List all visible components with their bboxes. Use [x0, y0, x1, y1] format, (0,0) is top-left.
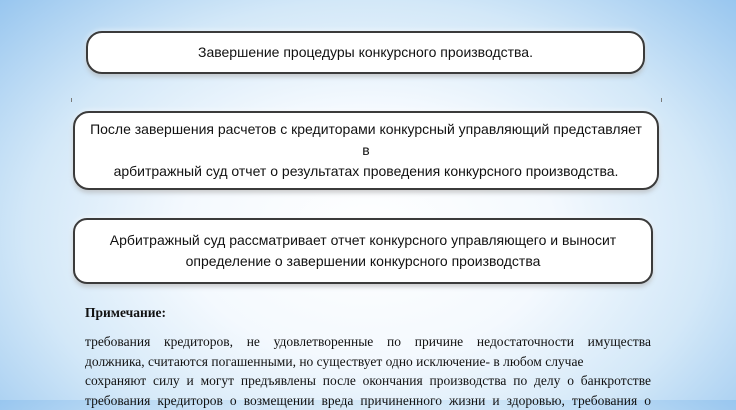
note-title: Примечание: — [85, 304, 651, 321]
connector-tick-right — [661, 98, 662, 102]
step-box-ruling-line-1: Арбитражный суд рассматривает отчет конкурсного управляющего и выносит — [110, 230, 616, 251]
step-box-report-line-1: После завершения расчетов с кредиторами конкурсный управляющий представляет в — [87, 119, 645, 161]
step-box-report — [73, 111, 659, 190]
step-box-completion — [86, 31, 645, 74]
step-box-ruling-line-2: определение о завершении конкурсного производства — [110, 251, 616, 272]
connector-tick-left — [71, 98, 72, 102]
step-box-ruling — [73, 218, 653, 284]
note-line-1: требования кредиторов, не удовлетворенные по причине недостаточности имущества — [85, 332, 651, 352]
note-line-4: требования кредиторов о возмещении вреда причиненного жизни и здоровью, требования о — [85, 391, 651, 410]
note-section — [85, 304, 651, 410]
note-line-2: должника, считаются погашенными, но существует одно исключение- в любом случае — [85, 352, 651, 372]
step-box-completion-text: Завершение процедуры конкурсного производства. — [198, 42, 533, 63]
note-line-3: сохраняют силу и могут предъявлены после окончания производства по делу о банкротстве — [85, 371, 651, 391]
step-box-report-line-2: арбитражный суд отчет о результатах проведения конкурсного производства. — [87, 161, 645, 182]
